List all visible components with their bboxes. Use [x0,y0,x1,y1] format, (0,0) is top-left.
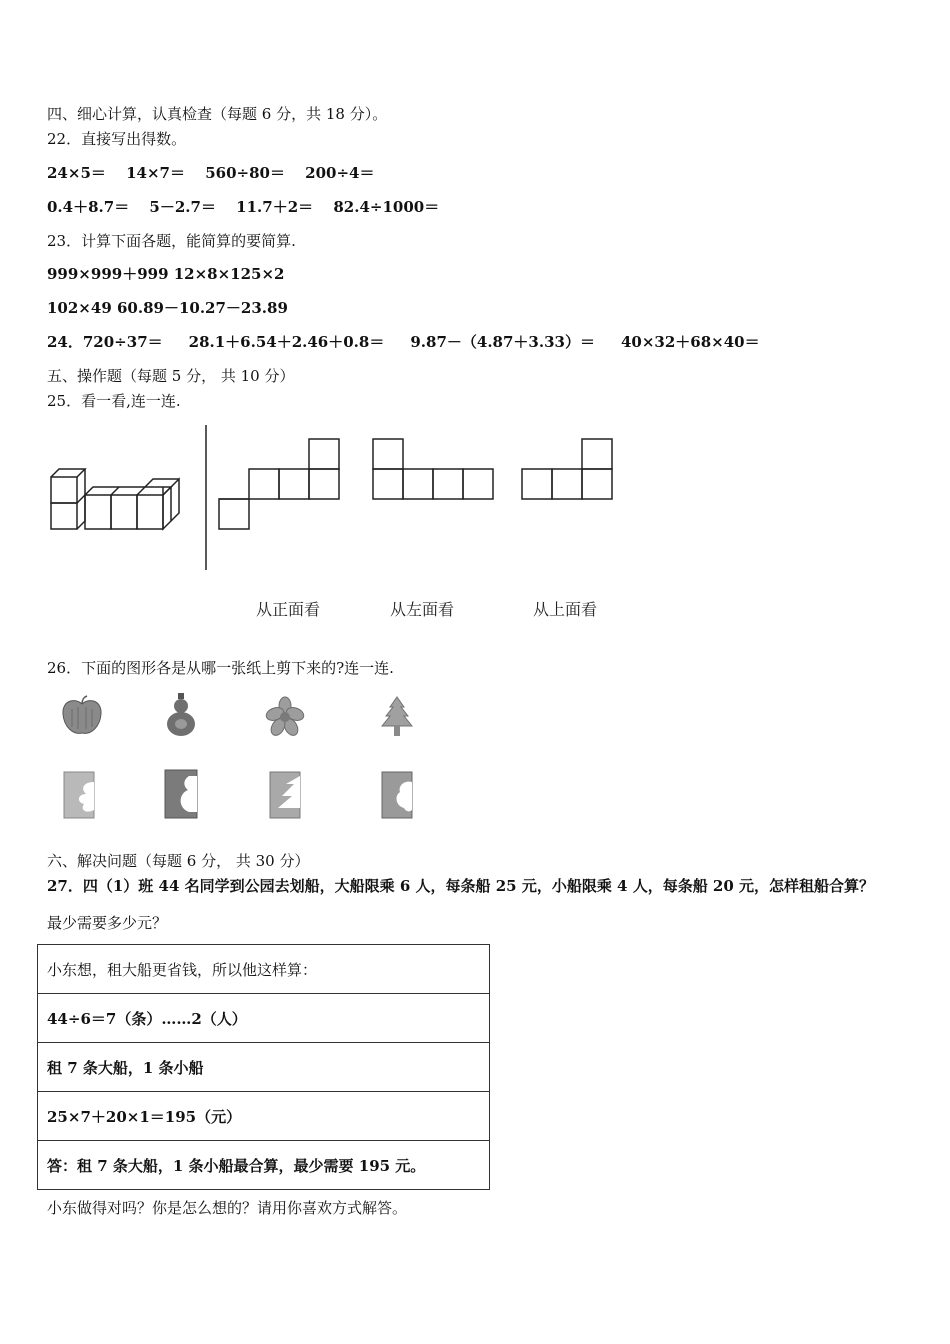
q23-row2: 102×49 60.89－10.27－23.89 [47,299,288,317]
q27-table [37,944,490,1190]
q24-item: 40×32＋68×40＝ [620,333,760,351]
view-grid-2 [372,438,496,502]
q22-title: 22．直接写出得数。 [47,130,187,148]
q23-title: 23．计算下面各题，能简算的要简算. [47,232,296,250]
section4-heading: 四、细心计算，认真检查（每题 6 分，共 18 分）。 [47,105,388,123]
q22-row1: 24×5＝ 14×7＝ 560÷80＝ 200÷4＝ [47,164,375,182]
flower-shape [265,696,305,736]
q26-title: 26．下面的图形各是从哪一张纸上剪下来的?连一连. [47,659,394,677]
table-row [38,1141,490,1190]
table-row [38,994,490,1043]
tree-shape [377,695,417,739]
q27-line1: 27．四（1）班 44 名同学到公园去划船，大船限乘 6 人，每条船 25 元，小船限乘 4 人，每条船 20 元，怎样租船合算？ [47,877,875,895]
table-row [38,1043,490,1092]
section5-heading: 五、操作题（每题 5 分， 共 10 分） [47,367,295,385]
table-cell: 租 7 条大船，1 条小船 [38,1043,490,1092]
paper-tree-cut [268,770,302,820]
apple-shape [60,695,104,737]
q27-line2: 最少需要多少元？ [47,914,168,932]
q24-item: 720÷37＝ [82,333,163,351]
q24-item: 9.87－（4.87＋3.33）＝ [410,333,595,351]
view-label-front: 从正面看 [256,600,321,619]
view-label-top: 从上面看 [533,600,598,619]
q24-number: 24． [47,333,83,351]
q24-row [47,331,760,352]
table-cell: 44÷6＝7（条）……2（人） [38,994,490,1043]
q25-title: 25．看一看,连一连. [47,392,181,410]
section6-heading: 六、解决问题（每题 6 分， 共 30 分） [47,852,310,870]
table-cell: 答：租 7 条大船，1 条小船最合算，最少需要 195 元。 [38,1141,490,1190]
paper-apple-cut [380,770,414,820]
paper-flower-cut [62,770,96,820]
view-grid-3 [521,438,615,502]
divider-line [204,425,208,570]
q22-row2: 0.4＋8.7＝ 5－2.7＝ 11.7＋2＝ 82.4÷1000＝ [47,198,440,216]
view-label-left: 从左面看 [390,600,455,619]
cube-stack-figure [48,465,188,535]
table-cell: 小东想，租大船更省钱，所以他这样算： [38,945,490,994]
gourd-shape [163,692,199,738]
table-row [38,1092,490,1141]
view-grid-1 [218,438,340,532]
q27-question: 小东做得对吗？你是怎么想的？请用你喜欢方式解答。 [47,1199,408,1217]
paper-gourd-cut [163,768,199,820]
q24-item: 28.1＋6.54＋2.46＋0.8＝ [188,333,385,351]
q23-row1: 999×999＋999 12×8×125×2 [47,265,285,283]
table-cell: 25×7＋20×1＝195（元） [38,1092,490,1141]
table-row [38,945,490,994]
